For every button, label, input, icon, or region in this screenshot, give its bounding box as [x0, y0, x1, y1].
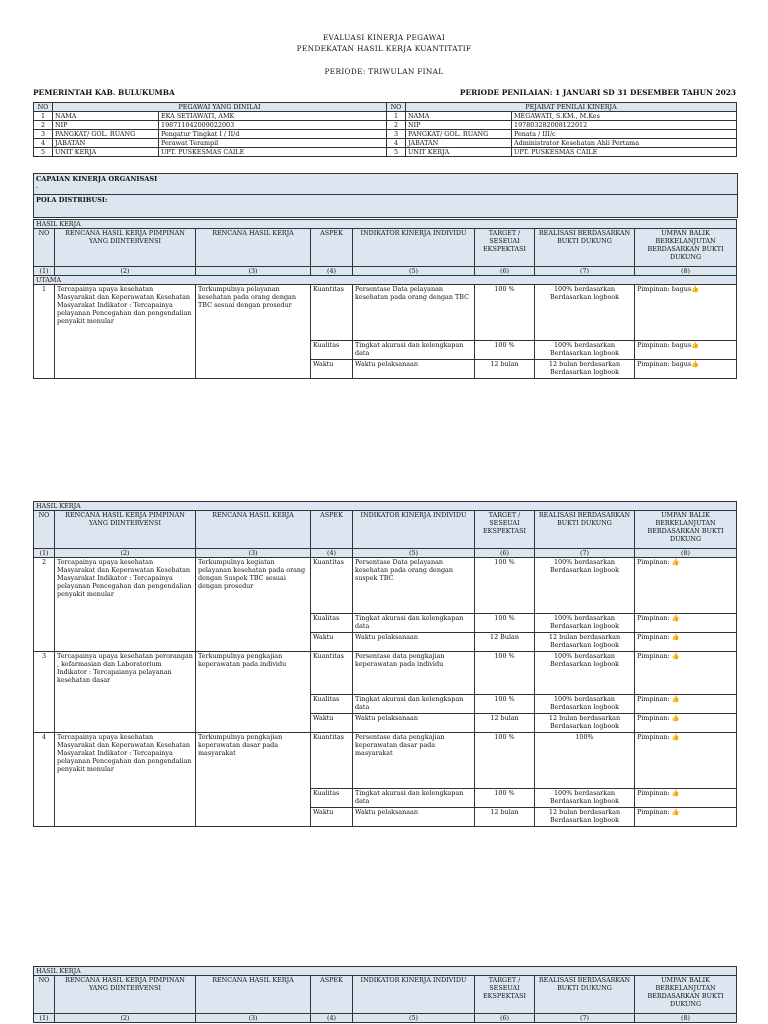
- pejabat-header: PEJABAT PENILAI KINERJA: [406, 103, 737, 112]
- aspek: Waktu: [311, 633, 353, 652]
- indikator: Waktu pelaksanaan: [353, 808, 475, 827]
- umpan-balik: Pimpinan: 👍: [635, 789, 737, 808]
- section-label: HASIL KERJA: [34, 967, 737, 976]
- col-number: (6): [475, 549, 535, 558]
- pegawai-header: PEGAWAI YANG DINILAI: [53, 103, 387, 112]
- section-label: HASIL KERJA: [34, 220, 737, 229]
- col-indikator: INDIKATOR KINERJA INDIVIDU: [353, 511, 475, 549]
- rencana-pimpinan: Tercapainya upaya kesehatan perorangan , kefarmasian dan Laboratorium Indikator : Tercapaianya pelayanan kesehatan dasar: [55, 652, 196, 733]
- doc-periode: PERIODE: TRIWULAN FINAL: [324, 67, 444, 76]
- identity-row: [34, 121, 737, 130]
- col-number: (5): [353, 549, 475, 558]
- realisasi: 100% berdasarkan Berdasarkan logbook: [535, 652, 635, 695]
- col-number: (8): [635, 267, 737, 276]
- realisasi: 100% berdasarkan Berdasarkan logbook: [535, 789, 635, 808]
- rencana-hasil: Terkumpulnya kegiatan pelayanan kesehatan pada orang dengan Suspek TBC sesuai dengan prosedur: [196, 558, 311, 652]
- rencana-hasil: Terkumpulnya pengkajian keperawatan dasar pada masyarakat: [196, 733, 311, 827]
- pegawai-nip: 198711042009022003: [159, 121, 387, 130]
- table-row: [34, 285, 737, 341]
- umpan-balik: Pimpinan: 👍: [635, 808, 737, 827]
- pola-label: POLA DISTRIBUSI:: [36, 196, 108, 204]
- umpan-balik: Pimpinan: 👍: [635, 614, 737, 633]
- identity-header-row: [34, 103, 737, 112]
- rencana-hasil: Terkumpulnya pelayanan kesehatan pada orang dengan TBC sesuai dengan prosedur: [196, 285, 311, 379]
- umpan-balik: Pimpinan: bagus👍: [635, 285, 737, 341]
- row-no: 2: [34, 121, 53, 130]
- doc-title: EVALUASI KINERJA PEGAWAI: [322, 33, 446, 42]
- col-number: (4): [311, 1014, 353, 1023]
- indikator: Persentase Data pelayanan kesehatan pada orang dengan suspek TBC: [353, 558, 475, 614]
- pejabat-nama: MEGAWATI, S.KM., M.Kes: [512, 112, 737, 121]
- target: 12 bulan: [475, 360, 535, 379]
- row-label: NIP: [406, 121, 512, 130]
- column-header-row: [34, 976, 737, 1014]
- row-label: NIP: [53, 121, 159, 130]
- col-rencana: RENCANA HASIL KERJA: [196, 511, 311, 549]
- row-label: PANGKAT/ GOL. RUANG: [406, 130, 512, 139]
- row-no: 3: [34, 652, 55, 733]
- pola-box: [33, 194, 738, 218]
- col-umpan: UMPAN BALIK BERKELANJUTAN BERDASARKAN BUKTI DUKUNG: [635, 976, 737, 1014]
- column-number-row: [34, 549, 737, 558]
- col-realisasi: REALISASI BERDASARKAN BUKTI DUKUNG: [535, 229, 635, 267]
- row-label: UNIT KERJA: [53, 148, 159, 157]
- row-no: 4: [34, 139, 53, 148]
- row-no: 3: [34, 130, 53, 139]
- row-no: 1: [34, 285, 55, 379]
- column-header-row: [34, 229, 737, 267]
- pejabat-pangkat: Penata / III/c: [512, 130, 737, 139]
- aspek: Kuantitas: [311, 733, 353, 789]
- aspek: Kuantitas: [311, 285, 353, 341]
- col-aspek: ASPEK: [311, 229, 353, 267]
- row-no: 2: [387, 121, 406, 130]
- pejabat-unit: UPT. PUSKESMAS CAILE: [512, 148, 737, 157]
- umpan-balik: Pimpinan: 👍: [635, 695, 737, 714]
- target: 100 %: [475, 614, 535, 633]
- col-rencana-pimpinan: RENCANA HASIL KERJA PIMPINAN YANG DIINTERVENSI: [55, 511, 196, 549]
- realisasi: 100% berdasarkan Berdasarkan logbook: [535, 614, 635, 633]
- col-no: NO: [34, 229, 55, 267]
- indikator: Waktu pelaksanaan: [353, 714, 475, 733]
- row-label: PANGKAT/ GOL. RUANG: [53, 130, 159, 139]
- col-number: (3): [196, 267, 311, 276]
- realisasi: 12 bulan berdasarkan Berdasarkan logbook: [535, 633, 635, 652]
- col-number: (2): [55, 549, 196, 558]
- col-indikator: INDIKATOR KINERJA INDIVIDU: [353, 229, 475, 267]
- target: 12 bulan: [475, 714, 535, 733]
- row-no: 5: [34, 148, 53, 157]
- pejabat-jabatan: Administrator Kesehatan Ahli Pertama: [512, 139, 737, 148]
- col-number: (7): [535, 1014, 635, 1023]
- col-number: (3): [196, 549, 311, 558]
- realisasi: 100% berdasarkan Berdasarkan logbook: [535, 285, 635, 341]
- pemerintah-label: PEMERINTAH KAB. BULUKUMBA: [33, 88, 175, 97]
- doc-subtitle: PENDEKATAN HASIL KERJA KUANTITATIF: [296, 44, 472, 53]
- aspek: Kuantitas: [311, 652, 353, 695]
- col-number: (4): [311, 267, 353, 276]
- table-row: [34, 733, 737, 789]
- identity-table: [33, 102, 737, 157]
- col-no-2: NO: [387, 103, 406, 112]
- pegawai-nama: EKA SETIAWATI, AMK: [159, 112, 387, 121]
- umpan-balik: Pimpinan: 👍: [635, 558, 737, 614]
- col-number: (3): [196, 1014, 311, 1023]
- row-label: JABATAN: [406, 139, 512, 148]
- aspek: Kualitas: [311, 614, 353, 633]
- col-target: TARGET / SESEUAI EKSPEKTASI: [475, 511, 535, 549]
- target: 100 %: [475, 341, 535, 360]
- umpan-balik: Pimpinan: 👍: [635, 652, 737, 695]
- col-rencana: RENCANA HASIL KERJA: [196, 229, 311, 267]
- section-label: HASIL KERJA: [34, 502, 737, 511]
- target: 100 %: [475, 733, 535, 789]
- table-row: [34, 652, 737, 695]
- col-number: (8): [635, 1014, 737, 1023]
- aspek: Kualitas: [311, 341, 353, 360]
- col-number: (7): [535, 549, 635, 558]
- col-umpan: UMPAN BALIK BERKELANJUTAN BERDASARKAN BUKTI DUKUNG: [635, 229, 737, 267]
- indikator: Persentase data pengkajian keperawatan pada individu: [353, 652, 475, 695]
- hasil-kerja-table-1: [33, 219, 737, 379]
- identity-row: [34, 130, 737, 139]
- hasil-kerja-table-3: [33, 966, 737, 1023]
- col-number: (1): [34, 1014, 55, 1023]
- row-label: UNIT KERJA: [406, 148, 512, 157]
- periode-penilaian: PERIODE PENILAIAN: 1 JANUARI SD 31 DESEMBER TAHUN 2023: [459, 88, 736, 97]
- col-number: (6): [475, 1014, 535, 1023]
- indikator: Persentase Data pelayanan kesehatan pada orang dengan TBC: [353, 285, 475, 341]
- col-number: (6): [475, 267, 535, 276]
- col-number: (4): [311, 549, 353, 558]
- target: 100 %: [475, 789, 535, 808]
- aspek: Kualitas: [311, 789, 353, 808]
- col-number: (7): [535, 267, 635, 276]
- realisasi: 12 bulan berdasarkan Berdasarkan logbook: [535, 714, 635, 733]
- rencana-pimpinan: Tercapainya upaya kesehatan Masyarakat dan Keperawatan Kesehatan Masyarakat Indikator : Tercapainya pelayanan Pencegahan dan pengendalian penyakit menular: [55, 733, 196, 827]
- realisasi: 100% berdasarkan Berdasarkan logbook: [535, 341, 635, 360]
- indikator: Tingkat akurasi dan kelengkapan data: [353, 614, 475, 633]
- col-target: TARGET / SESEUAI EKSPEKTASI: [475, 229, 535, 267]
- col-number: (5): [353, 267, 475, 276]
- col-number: (8): [635, 549, 737, 558]
- col-no: NO: [34, 511, 55, 549]
- aspek: Waktu: [311, 808, 353, 827]
- aspek: Waktu: [311, 714, 353, 733]
- row-no: 5: [387, 148, 406, 157]
- hasil-kerja-table-2: [33, 501, 737, 827]
- row-label: JABATAN: [53, 139, 159, 148]
- realisasi: 12 bulan berdasarkan Berdasarkan logbook: [535, 360, 635, 379]
- col-no: NO: [34, 103, 53, 112]
- utama-label: UTAMA: [34, 276, 737, 285]
- col-indikator: INDIKATOR KINERJA INDIVIDU: [353, 976, 475, 1014]
- row-no: 2: [34, 558, 55, 652]
- row-no: 1: [34, 112, 53, 121]
- col-umpan: UMPAN BALIK BERKELANJUTAN BERDASARKAN BUKTI DUKUNG: [635, 511, 737, 549]
- column-header-row: [34, 511, 737, 549]
- indikator: Persentase data pengkajian keperawatan dasar pada masyarakat: [353, 733, 475, 789]
- indikator: Waktu pelaksanaan: [353, 360, 475, 379]
- target: 100 %: [475, 285, 535, 341]
- column-number-row: [34, 267, 737, 276]
- col-aspek: ASPEK: [311, 976, 353, 1014]
- target: 12 Bulan: [475, 633, 535, 652]
- col-rencana-pimpinan: RENCANA HASIL KERJA PIMPINAN YANG DIINTERVENSI: [55, 229, 196, 267]
- col-number: (1): [34, 267, 55, 276]
- indikator: Tingkat akurasi dan kelengkapan data: [353, 695, 475, 714]
- target: 12 bulan: [475, 808, 535, 827]
- pegawai-pangkat: Pengatur Tingkat I / II/d: [159, 130, 387, 139]
- aspek: Kuantitas: [311, 558, 353, 614]
- rencana-pimpinan: Tercapainya upaya kesehatan Masyarakat dan Keperawatan Kesehatan Masyarakat Indikator : Tercapainya pelayanan Pencegahan dan pengendalian penyakit menular: [55, 285, 196, 379]
- indikator: Tingkat akurasi dan kelengkapan data: [353, 341, 475, 360]
- col-target: TARGET / SESEUAI EKSPEKTASI: [475, 976, 535, 1014]
- col-number: (2): [55, 1014, 196, 1023]
- umpan-balik: Pimpinan: 👍: [635, 633, 737, 652]
- column-number-row: [34, 1014, 737, 1023]
- row-no: 3: [387, 130, 406, 139]
- row-no: 1: [387, 112, 406, 121]
- aspek: Waktu: [311, 360, 353, 379]
- umpan-balik: Pimpinan: bagus👍: [635, 360, 737, 379]
- target: 100 %: [475, 558, 535, 614]
- col-realisasi: REALISASI BERDASARKAN BUKTI DUKUNG: [535, 511, 635, 549]
- pegawai-jabatan: Perawat Terampil: [159, 139, 387, 148]
- rencana-pimpinan: Tercapainya upaya kesehatan Masyarakat dan Keperawatan Kesehatan Masyarakat Indikator : Tercapainya pelayanan Pencegahan dan pengendalian penyakit menular: [55, 558, 196, 652]
- aspek: Kualitas: [311, 695, 353, 714]
- umpan-balik: Pimpinan: bagus👍: [635, 341, 737, 360]
- table-row: [34, 558, 737, 614]
- target: 100 %: [475, 652, 535, 695]
- col-realisasi: REALISASI BERDASARKAN BUKTI DUKUNG: [535, 976, 635, 1014]
- identity-row: [34, 139, 737, 148]
- col-rencana-pimpinan: RENCANA HASIL KERJA PIMPINAN YANG DIINTERVENSI: [55, 976, 196, 1014]
- rencana-hasil: Terkumpulnya pengkajian keperawatan pada individu: [196, 652, 311, 733]
- col-number: (1): [34, 549, 55, 558]
- pegawai-unit: UPT. PUSKESMAS CAILE: [159, 148, 387, 157]
- row-label: NAMA: [53, 112, 159, 121]
- pejabat-nip: 197803282008122012: [512, 121, 737, 130]
- indikator: Tingkat akurasi dan kelengkapan data: [353, 789, 475, 808]
- col-aspek: ASPEK: [311, 511, 353, 549]
- target: 100 %: [475, 695, 535, 714]
- col-number: (5): [353, 1014, 475, 1023]
- capaian-box: [33, 173, 738, 195]
- capaian-label: CAPAIAN KINERJA ORGANISASI: [36, 175, 158, 183]
- realisasi: 12 bulan berdasarkan Berdasarkan logbook: [535, 808, 635, 827]
- col-rencana: RENCANA HASIL KERJA: [196, 976, 311, 1014]
- indikator: Waktu pelaksanaan: [353, 633, 475, 652]
- row-label: NAMA: [406, 112, 512, 121]
- col-no: NO: [34, 976, 55, 1014]
- row-no: 4: [34, 733, 55, 827]
- col-number: (2): [55, 267, 196, 276]
- umpan-balik: Pimpinan: 👍: [635, 714, 737, 733]
- identity-row: [34, 148, 737, 157]
- realisasi: 100% berdasarkan Berdasarkan logbook: [535, 558, 635, 614]
- realisasi: 100%: [535, 733, 635, 789]
- umpan-balik: Pimpinan: 👍: [635, 733, 737, 789]
- capaian-value: -: [36, 183, 39, 191]
- realisasi: 100% berdasarkan Berdasarkan logbook: [535, 695, 635, 714]
- identity-row: [34, 112, 737, 121]
- row-no: 4: [387, 139, 406, 148]
